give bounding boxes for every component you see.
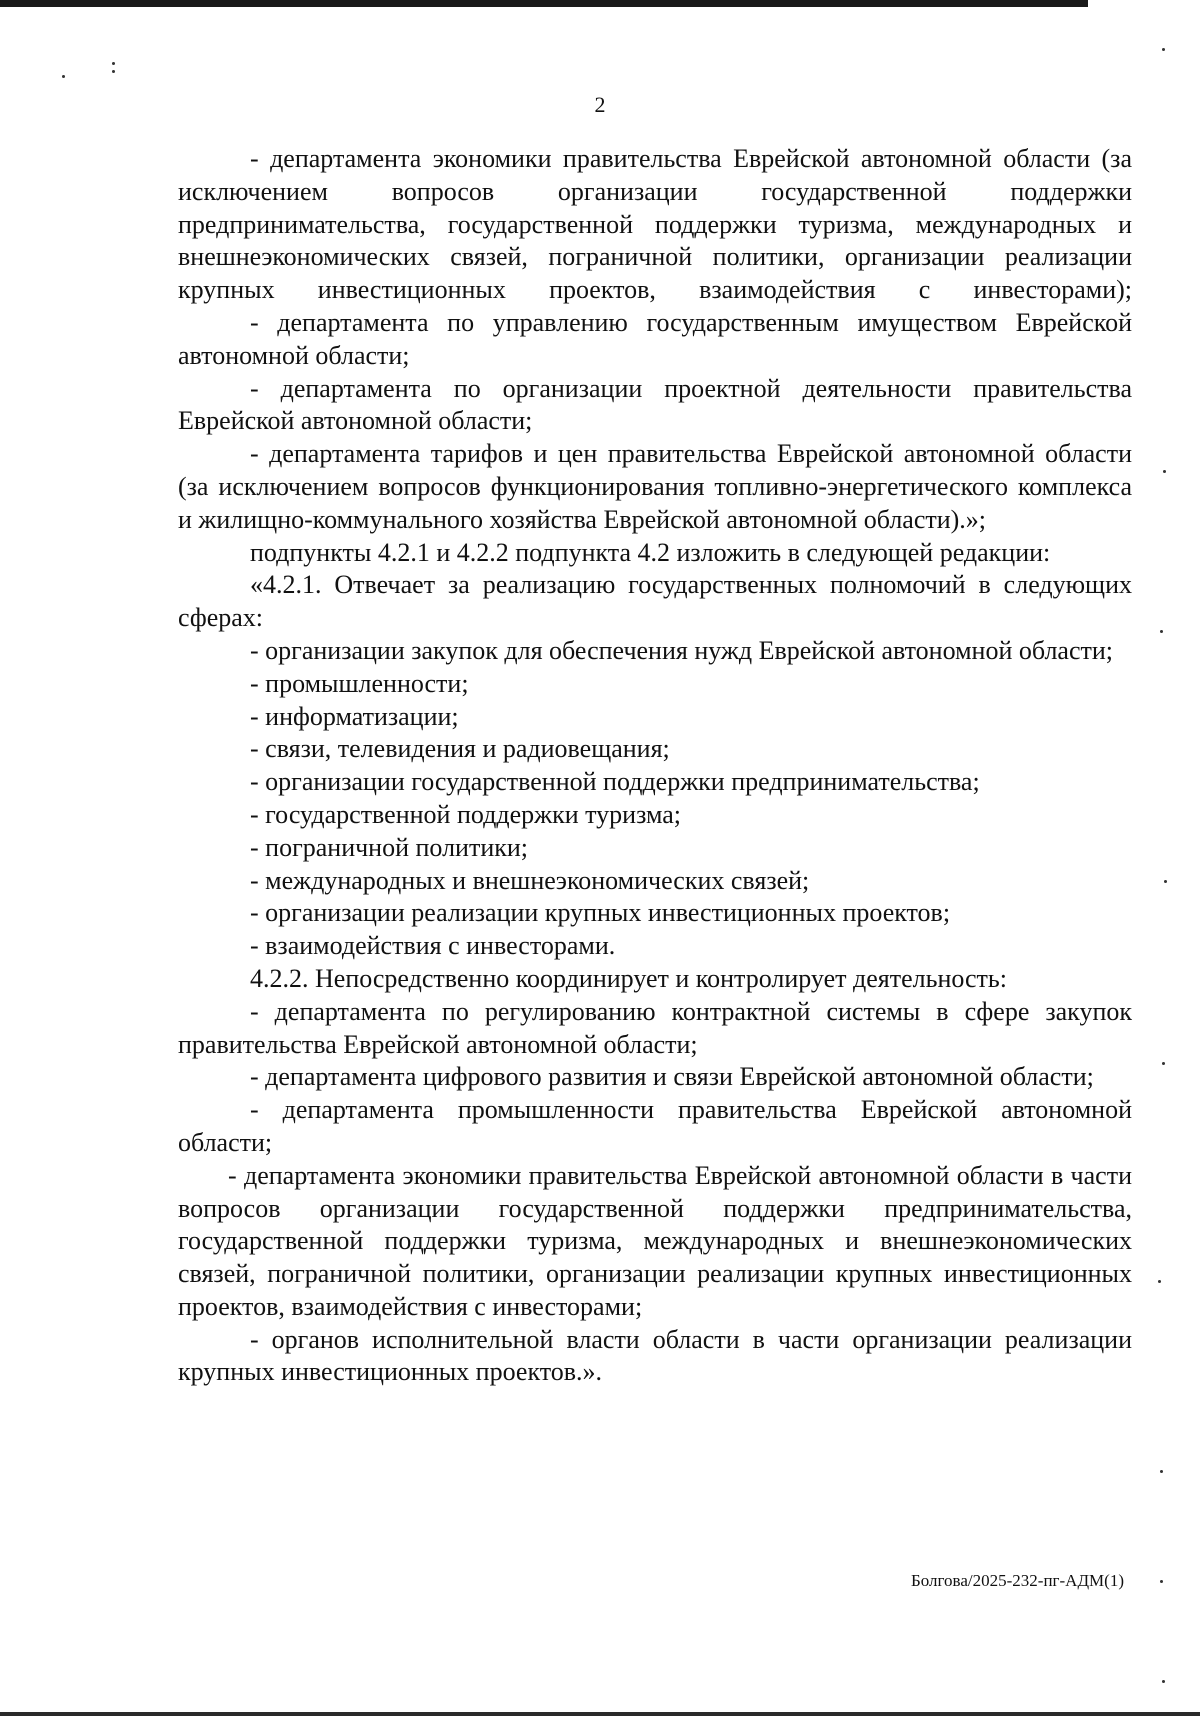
scan-top-edge: [0, 0, 1088, 7]
paragraph: - департамента по регулированию контрактной системы в сфере закупок правительства Еврейской автономной области;: [178, 996, 1132, 1059]
scan-speck: [62, 75, 65, 78]
list-item: - государственной поддержки туризма;: [250, 799, 682, 829]
scan-speck: [1162, 48, 1165, 51]
paragraph: - департамента экономики правительства Еврейской автономной области в части вопросов организации государственной поддержки предпринимательства, государственной поддержки туризма, международных и внешнеэкономических связей, пограничной политики, организации реализации крупных инвестиционных проектов, взаимодействия с инвесторами;: [178, 1160, 1132, 1321]
document-reference: Болгова/2025-232-пг-АДМ(1): [910, 1571, 1124, 1590]
paragraph: - департамента цифрового развития и связи Еврейской автономной области;: [250, 1062, 1094, 1092]
paragraph: - департамента по управлению государственным имуществом Еврейской автономной области;: [178, 307, 1132, 370]
scan-speck: [1162, 1062, 1165, 1065]
list-item: - международных и внешнеэкономических связей;: [250, 865, 810, 895]
list-item: - информатизации;: [250, 701, 459, 731]
paragraph: - департамента промышленности правительства Еврейской автономной области;: [178, 1095, 1132, 1157]
paragraph: - департамента тарифов и цен правительства Еврейской автономной области (за исключением вопросов функционирования топливно-энергетического комплекса и жилищно-коммунального хозяйства Еврейской автономной области).»;: [178, 439, 1132, 534]
scan-speck: [1163, 470, 1166, 473]
list-item: - взаимодействия с инвесторами.: [250, 931, 616, 961]
list-item: - связи, телевидения и радиовещания;: [250, 734, 670, 764]
paragraph: - организации закупок для обеспечения нужд Еврейской автономной области;: [250, 635, 1114, 665]
paragraph: - департамента экономики правительства Еврейской автономной области (за исключением вопросов организации государственной поддержки предпринимательства, государственной поддержки туризма, международных и внешнеэкономических связей, пограничной политики, организации реализации крупных инвестиционных проектов, взаимодействия с инвесторами);: [178, 144, 1132, 305]
list-item: - организации реализации крупных инвестиционных проектов;: [250, 898, 951, 928]
scan-speck: [1162, 1680, 1165, 1683]
list-item: - промышленности;: [250, 668, 469, 698]
list-item: - организации государственной поддержки предпринимательства;: [250, 767, 980, 797]
section-heading-4-2-2: 4.2.2. Непосредственно координирует и контролирует деятельность:: [250, 963, 1007, 993]
paragraph: «4.2.1. Отвечает за реализацию государственных полномочий в следующих сферах:: [178, 570, 1132, 633]
scan-speck: [112, 62, 115, 65]
scan-bottom-edge: [0, 1712, 1200, 1716]
document-body: [178, 143, 1132, 1389]
paragraph: - органов исполнительной власти области в части организации реализации крупных инвестиционных проектов.».: [178, 1324, 1132, 1387]
scan-speck: [1164, 880, 1167, 883]
scan-speck: [1160, 1580, 1163, 1583]
list-item: - пограничной политики;: [250, 832, 529, 862]
scan-speck: [1158, 1280, 1161, 1283]
scan-speck: [1160, 1470, 1163, 1473]
scan-speck: [112, 70, 115, 73]
paragraph: подпункты 4.2.1 и 4.2.2 подпункта 4.2 изложить в следующей редакции:: [250, 537, 1051, 567]
page-number: 2: [594, 92, 606, 117]
scan-speck: [1160, 630, 1163, 633]
paragraph: - департамента по организации проектной деятельности правительства Еврейской автономной области;: [178, 373, 1132, 436]
